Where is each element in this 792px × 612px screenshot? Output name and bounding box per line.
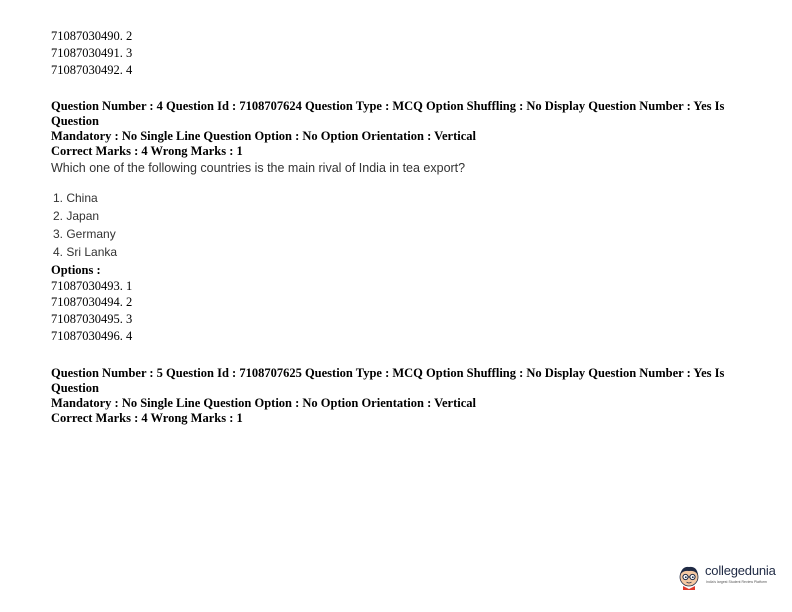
logo-tagline: India's largest Student Review Platform bbox=[706, 580, 767, 584]
question-5-meta-line1: Question Number : 5 Question Id : 7108707625 Question Type : MCQ Option Shuffling : No Display Question Number : Yes Is Question bbox=[51, 366, 725, 395]
question-4-marks: Correct Marks : 4 Wrong Marks : 1 bbox=[51, 144, 243, 158]
prev-option-code-3: 71087030492. 4 bbox=[51, 63, 133, 77]
question-4-text: Which one of the following countries is the main rival of India in tea export? bbox=[51, 161, 466, 175]
question-4-option-code-2: 71087030494. 2 bbox=[51, 295, 133, 309]
question-4-meta-line1: Question Number : 4 Question Id : 7108707624 Question Type : MCQ Option Shuffling : No Display Question Number : Yes Is Question bbox=[51, 99, 725, 128]
logo-wordmark: collegedunia bbox=[705, 563, 776, 578]
question-4-option-code-3: 71087030495. 3 bbox=[51, 312, 133, 326]
question-4-option-code-1: 71087030493. 1 bbox=[51, 279, 133, 293]
question-4-options-label: Options : bbox=[51, 263, 101, 277]
question-4-choice-4: 4. Sri Lanka bbox=[53, 245, 118, 259]
prev-option-code-2: 71087030491. 3 bbox=[51, 46, 133, 60]
question-4-option-code-4: 71087030496. 4 bbox=[51, 329, 133, 343]
collegedunia-logo bbox=[676, 560, 776, 592]
student-mascot-icon bbox=[676, 562, 702, 590]
question-4-meta-line2: Mandatory : No Single Line Question Option : No Option Orientation : Vertical bbox=[51, 129, 477, 143]
question-4-choice-3: 3. Germany bbox=[53, 227, 116, 241]
question-5-meta-line2: Mandatory : No Single Line Question Option : No Option Orientation : Vertical bbox=[51, 396, 477, 410]
question-4-choice-1: 1. China bbox=[53, 191, 98, 205]
question-5-meta bbox=[51, 366, 756, 426]
question-5-marks: Correct Marks : 4 Wrong Marks : 1 bbox=[51, 411, 243, 425]
question-4-choice-2: 2. Japan bbox=[53, 209, 100, 223]
question-4-meta bbox=[51, 99, 756, 159]
prev-option-code-1: 71087030490. 2 bbox=[51, 29, 133, 43]
